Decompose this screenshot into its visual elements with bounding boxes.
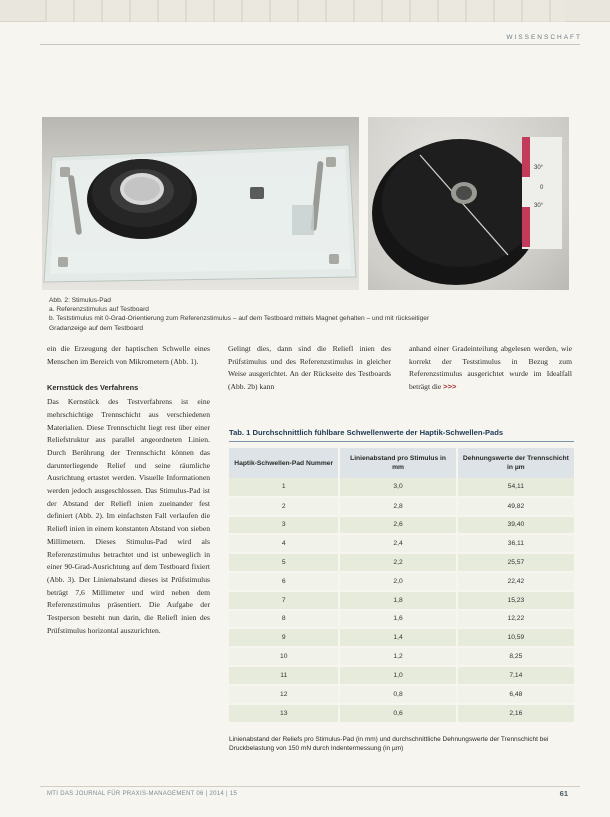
figure-caption-line-c: Gradanzeige auf dem Testboard xyxy=(49,324,144,332)
figure-photo-testboard xyxy=(42,117,359,290)
section-heading: Kernstück des Verfahrens xyxy=(47,383,139,393)
table-row xyxy=(229,478,574,497)
page-top-edge xyxy=(0,0,610,22)
cell-strain-value: 8,25 xyxy=(457,647,574,666)
cell-pad-number: 5 xyxy=(229,553,339,572)
cell-strain-value: 36,11 xyxy=(457,534,574,553)
body-text: anhand einer Gradeinteilung abgelesen werden, wie korrekt der Teststimulus in Bezug zum Referenzstimulus ausgerichtet wurde im Idealfall beträgt die xyxy=(409,344,572,392)
cell-line-spacing: 0,6 xyxy=(339,704,456,723)
cell-line-spacing: 2,8 xyxy=(339,497,456,516)
cell-line-spacing: 1,6 xyxy=(339,610,456,629)
body-paragraph: Das Kernstück des Testverfahrens ist eine mehrschichtige Trennschicht aus verschiedenen Materialien. Diese Trennschicht liegt rest über einer Reliefstruktur aus parallel angeordneten Linien. Durch Berührung der Trennschicht können das darunterliegende Relief und seine räumliche Ausrichtung ertastet werden. Visuelle Informationen werden jedoch ausgeschlossen. Das Stimulus-Pad ist der Abstand der Reliefl inien zueinander fest definiert (Abb. 2). Im einfachsten Fall verlaufen die Reliefl inien in einem konstanten Abstand von sieben Millimetern. Dieses Stimulus-Pad wird als Referenzstimulus betrachtet und ist unbeweglich in einer 90-Grad-Ausrichtung auf dem Testboard fixiert (Abb. 3). Der Linienabstand dieses ist Prüfstimulus beträgt 7,6 Millimeter und wird neben dem Referenzstimulus präsentiert. Die Aufgabe der Testperson besteht nun darin, die Reliefl inien des Prüfstimulus horizontal auszurichten. xyxy=(47,397,210,635)
figure-caption-line-a: a. Referenzstimulus auf Testboard xyxy=(49,306,149,314)
table-header-row xyxy=(229,448,574,478)
cell-strain-value: 22,42 xyxy=(457,572,574,591)
body-paragraph xyxy=(409,343,572,394)
cell-strain-value: 54,11 xyxy=(457,478,574,497)
header-rule xyxy=(40,44,580,45)
table-row xyxy=(229,553,574,572)
scale-label-zero: 0 xyxy=(540,185,544,191)
cell-pad-number: 7 xyxy=(229,591,339,610)
cell-strain-value: 7,14 xyxy=(457,666,574,685)
scale-label-top: 30° xyxy=(534,165,544,171)
cell-strain-value: 25,57 xyxy=(457,553,574,572)
testboard-illustration xyxy=(42,117,359,290)
cell-pad-number: 1 xyxy=(229,478,339,497)
cell-line-spacing: 0,8 xyxy=(339,685,456,704)
body-paragraph: Gelingt dies, dann sind die Reliefl inien des Prüfstimulus und des Referenzstimulus in gleicher Weise ausgerichtet. An der Rückseite des Testboards (Abb. 2b) kann xyxy=(228,344,391,392)
cell-pad-number: 2 xyxy=(229,497,339,516)
figure-caption-line-b: b. Teststimulus mit 0-Grad-Orientierung zum Referenzstimulus – auf dem Testboard mittels Magnet gehalten – und mit rückseitiger xyxy=(49,315,430,323)
table-row xyxy=(229,647,574,666)
cell-strain-value: 39,40 xyxy=(457,516,574,535)
cell-strain-value: 12,22 xyxy=(457,610,574,629)
footer-rule xyxy=(40,786,580,787)
scale-label-bottom: 30° xyxy=(534,203,544,209)
column-header-spacing: Linienabstand pro Stimulus in mm xyxy=(339,448,456,478)
cell-pad-number: 10 xyxy=(229,647,339,666)
table-row xyxy=(229,534,574,553)
text-column-2 xyxy=(228,343,391,394)
continue-arrow: >>> xyxy=(443,382,457,392)
cell-strain-value: 15,23 xyxy=(457,591,574,610)
table-row xyxy=(229,628,574,647)
cell-line-spacing: 2,0 xyxy=(339,572,456,591)
cell-pad-number: 4 xyxy=(229,534,339,553)
cell-pad-number: 11 xyxy=(229,666,339,685)
page-number: 61 xyxy=(559,789,568,798)
cell-pad-number: 8 xyxy=(229,610,339,629)
table-row xyxy=(229,685,574,704)
figure-caption xyxy=(49,296,569,333)
cell-pad-number: 3 xyxy=(229,516,339,535)
cell-strain-value: 10,59 xyxy=(457,628,574,647)
column-header-pad: Haptik-Schwellen-Pad Nummer xyxy=(229,448,339,478)
table-row xyxy=(229,591,574,610)
cell-line-spacing: 2,6 xyxy=(339,516,456,535)
cell-pad-number: 12 xyxy=(229,685,339,704)
column-header-strain: Dehnungswerte der Trennschicht in µm xyxy=(457,448,574,478)
cell-strain-value: 6,48 xyxy=(457,685,574,704)
table-caption: Linienabstand der Reliefs pro Stimulus-Pad (in mm) und durchschnittliche Dehnungswerte der Trennschicht bei Druckbelastung von 150 mN durch Indentermessung (in µm) xyxy=(229,736,549,752)
cell-line-spacing: 3,0 xyxy=(339,478,456,497)
threshold-table xyxy=(229,448,574,722)
table-row xyxy=(229,572,574,591)
table-title: Tab. 1 Durchschnittlich fühlbare Schwellenwerte der Haptik-Schwellen-Pads xyxy=(229,428,504,437)
cell-strain-value: 49,82 xyxy=(457,497,574,516)
table-row xyxy=(229,516,574,535)
cell-line-spacing: 1,4 xyxy=(339,628,456,647)
table-body xyxy=(229,478,574,722)
cell-strain-value: 2,16 xyxy=(457,704,574,723)
intro-paragraph: ein die Erzeugung der haptischen Schwelle eines Menschen im Bereich von Mikrometern (Abb. 1). xyxy=(47,344,210,366)
table-title-rule xyxy=(229,441,574,442)
cell-pad-number: 13 xyxy=(229,704,339,723)
table-row xyxy=(229,610,574,629)
cell-line-spacing: 2,4 xyxy=(339,534,456,553)
text-column-1 xyxy=(47,343,210,637)
footer-journal-info: MTI DAS JOURNAL FÜR PRAXIS-MANAGEMENT 06 | 2014 | 15 xyxy=(47,791,238,797)
table-row xyxy=(229,704,574,723)
cell-line-spacing: 1,2 xyxy=(339,647,456,666)
cell-pad-number: 9 xyxy=(229,628,339,647)
figure-photo-stimulus-scale xyxy=(368,117,569,290)
cell-line-spacing: 2,2 xyxy=(339,553,456,572)
cell-line-spacing: 1,0 xyxy=(339,666,456,685)
cell-pad-number: 6 xyxy=(229,572,339,591)
text-column-3 xyxy=(409,343,572,394)
section-rubric: WISSENSCHAFT xyxy=(506,34,582,41)
table-row xyxy=(229,497,574,516)
scan-edge-texture xyxy=(45,0,565,22)
table-row xyxy=(229,666,574,685)
cell-line-spacing: 1,8 xyxy=(339,591,456,610)
figure-caption-title: Abb. 2: Stimulus-Pad xyxy=(49,297,111,304)
